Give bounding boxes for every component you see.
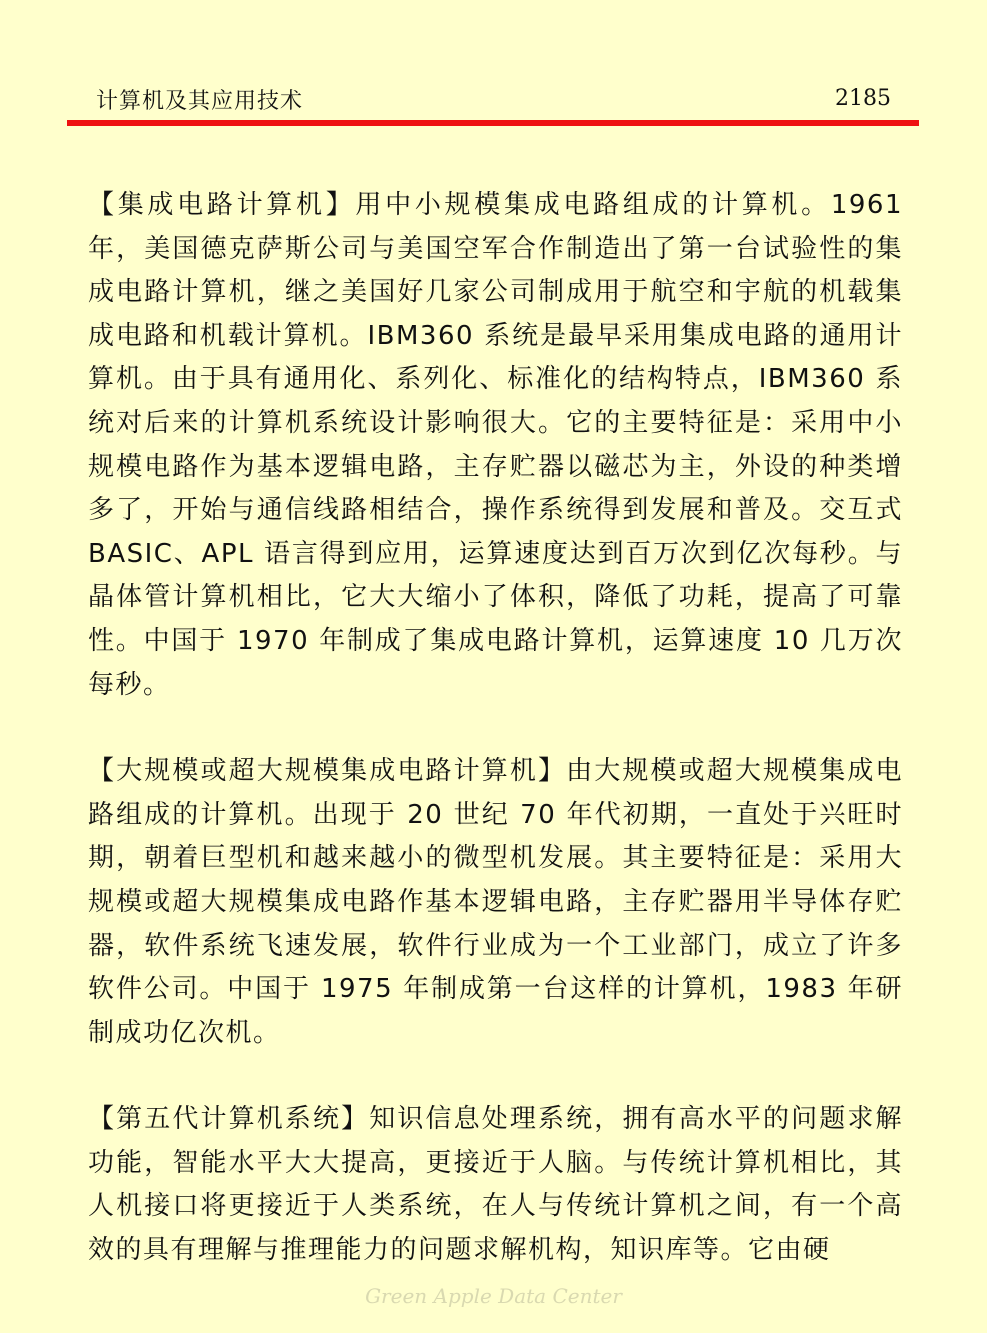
header-divider — [67, 120, 919, 126]
paragraph-ic-computer: 【集成电路计算机】用中小规模集成电路组成的计算机。1961 年，美国德克萨斯公司与美国空军合作制造出了第一台试验性的集成电路计算机，继之美国好几家公司制成用于航空和宇航的机载集成电路和机载计算机。IBM360 系统是最早采用集成电路的通用计算机。由于具有通用化、系列化、标准化的结构特点，IBM360 系统对后来的计算机系统设计影响很大。它的主要特征是：采用中小规模电路作为基本逻辑电路，主存贮器以磁芯为主，外设的种类增多了，开始与通信线路相结合，操作系统得到发展和普及。交互式 BASIC、APL 语言得到应用，运算速度达到百万次到亿次每秒。与晶体管计算机相比，它大大缩小了体积，降低了功耗，提高了可靠性。中国于 1970 年制成了集成电路计算机，运算速度 10 几万次每秒。 — [88, 190, 903, 700]
paragraph-fifth-generation: 【第五代计算机系统】知识信息处理系统，拥有高水平的问题求解功能，智能水平大大提高，更接近于人脑。与传统计算机相比，其人机接口将更接近于人类系统，在人与传统计算机之间，有一个高效的具有理解与推理能力的问题求解机构，知识库等。它由硬 — [88, 1104, 903, 1266]
running-title: 计算机及其应用技术 — [96, 89, 304, 114]
paragraph-lsi-computer: 【大规模或超大规模集成电路计算机】由大规模或超大规模集成电路组成的计算机。出现于 20 世纪 70 年代初期，一直处于兴旺时期，朝着巨型机和越来越小的微型机发展。其主要特征是：采用大规模或超大规模集成电路作基本逻辑电路，主存贮器用半导体存贮器，软件系统飞速发展，软件行业成为一个工业部门，成立了许多软件公司。中国于 1975 年制成第一台这样的计算机，1983 年研制成功亿次机。 — [88, 756, 903, 1048]
page-number: 2185 — [835, 86, 891, 111]
body-text — [88, 184, 903, 1273]
watermark: Green Apple Data Center — [365, 1284, 622, 1308]
